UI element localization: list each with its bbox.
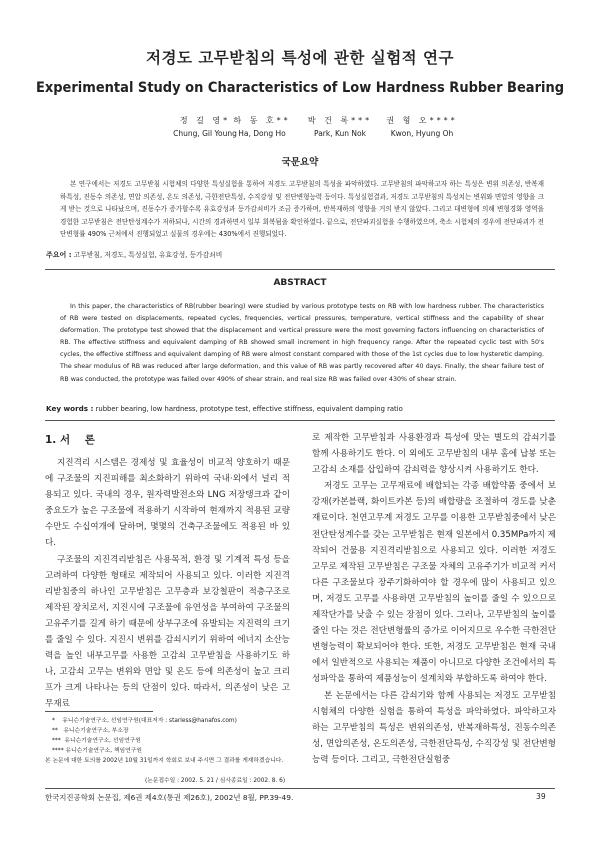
- body-paragraph: 구조물의 지진격리받침은 사용목적, 환경 및 기계적 특성 등을 고려하여 다양한 형태로 제작되어 사용되고 있다. 이러한 지진격리받침중의 하나인 고무받침은 고무층과 보강철판이 적층구조로 제작된 장치로서, 지진시에 구조물에 유연성을 부여하여 구조물의 고유주기를 길게 하기 때문에 상부구조에 유발되는 지진력의 크기를 줄일 수 있다. 지진시 변위를 감쇠시키기 위하여 에너지 소산능력을 높인 내부고무를 사용한 고감쇠 고무받침을 사용하기도 하나, 고감쇠 고무는 변위와 면압 및 온도 등에 의존성이 높고 크리프가 크게 나타나는 등의 단점이 있다. 따라서, 의존성이 낮은 고무재료: [45, 554, 290, 710]
- author-name-english: Chung, Gil Young: [173, 129, 237, 138]
- author-name-english: Park, Kun Nok: [314, 129, 366, 138]
- footnote-divider: [45, 711, 153, 712]
- english-abstract-text: In this paper, the characteristics of RB(rubber bearing) were studied by various prototype tests on RB with low hardness rubber. The characteristics of RB were tested on displacements, repeated cycles, frequencies, vertical pressures, temperature, vertical stiffness and the capability of shear deformation. The prototype test showed that the displacement and vertical pressure were the most governing factors influencing on characteristics of RB. The effective stiffness and equivalent damping of RB showed small increment in high frequency range. After the repeated cyclic test with 50's cycles, the effective stiffness and equivalent damping of RB were almost constant compared with those of the 1st cycles due to low hysteretic damping. The shear modulus of RB was reduced after large deformation, and this value of RB was partly recovered after 40 days. Finally, the shear failure test of RB was conducted, the prototype was failed over 490% of shear strain, and real size RB was failed over 430% of shear strain.: [60, 303, 544, 383]
- body-column-right: [312, 430, 556, 768]
- divider: [45, 420, 555, 421]
- footnote: ** 유니슨기술연구소, 부소장: [52, 728, 129, 734]
- footer-divider: [45, 788, 555, 789]
- body-paragraph: 로 제작한 고무받침과 사용환경과 특성에 맞는 별도의 감쇠기를 함께 사용하기도 한다. 이 외에도 고무받침의 내부 홈에 납봉 또는 고감쇠 소재를 삽입하여 감쇠력을 향상시켜 사용하기도 한다.: [312, 433, 556, 476]
- body-paragraph: 저경도 고무는 고무재료에 배합되는 각종 배합약품 중에서 보강재(카본블랙, 화이트카본 등)의 배합량을 조절하여 경도를 낮춘 재료이다. 천연고무계 저경도 고무를 이용한 고무받침중에서 낮은 전단탄성계수를 갖는 고무받침은 현재 일본에서 0.35MPa까지 제작되어 건물용 지진격리받침으로 사용되고 있다. 이러한 저경도 고무로 제작된 고무받침은 구조물 자체의 고유주기가 비교적 커서 다른 구조물보다 장주기화하여야 할 경우에 많이 사용되고 있으며, 저경도 고무를 사용하면 고무받침의 높이를 줄일 수 있으므로 제작단가를 낮출 수 있는 장점이 있다. 그러나, 고무받침의 높이를 줄인 다는 것은 전단변형률의 증가로 이어지므로 우수한 극한전단변형능력이 확보되어야 한다. 또한, 저경도 고무받침은 현재 국내에서 일반적으로 사용되는 제품이 아니므로 다양한 조건에서의 특성파악을 통하여 제품성능이 설계치와 부합하도록 하여야 한다.: [312, 481, 556, 685]
- author-name-english: Ha, Dong Ho: [238, 129, 286, 138]
- korean-keywords: [46, 249, 546, 260]
- divider: [45, 269, 555, 270]
- english-keywords-label: Key words :: [46, 404, 94, 413]
- korean-keywords-label: 주요어 :: [46, 251, 72, 259]
- english-keywords: [46, 404, 546, 413]
- english-abstract-heading: ABSTRACT: [273, 278, 327, 288]
- author-name-korean: 하 동 호**: [233, 116, 291, 125]
- footnote: *** 유니슨기술연구소, 선임연구원: [52, 738, 141, 744]
- section-heading-introduction: 1. 서 론: [45, 434, 95, 446]
- korean-keywords-list: 고무받침, 저경도, 특성실험, 유효강성, 등가감쇠비: [73, 251, 223, 259]
- paper-title-english: Experimental Study on Characteristics of Low Hardness Rubber Bearing: [35, 80, 565, 96]
- footnote-dates: (논문접수일 : 2002. 5. 21 / 심사종료일 : 2002. 8. 6): [145, 778, 286, 784]
- journal-citation: 한국지진공학회 논문집, 제6권 제4호(통권 제26호), 2002년 8월, PP.39-49.: [45, 793, 294, 802]
- body-paragraph: 본 논문에서는 다른 감쇠기와 함께 사용되는 저경도 고무받침 시험체의 다양한 실험을 통하여 특성을 파악하였다. 파악하고자 하는 고무받침의 특성은 변위의존성, 반복재하특성, 진동수의존성, 면압의존성, 온도의존성, 극한전단특성, 수직강성 및 전단변형능력 등이다. 그리고, 극한전단실험중: [312, 690, 556, 765]
- author-name-korean: 권 형 오****: [386, 116, 458, 125]
- english-keywords-list: rubber bearing, low hardness, prototype test, effective stiffness, equivalent damping ratio: [95, 405, 403, 413]
- footnote: **** 유니슨기술연구소, 책임연구원: [52, 748, 142, 754]
- paper-title-korean: 저경도 고무받침의 특성에 관한 실험적 연구: [146, 49, 454, 67]
- korean-abstract-text: 본 연구에서는 저경도 고무받침 시험체의 다양한 특성실험을 통하여 저경도 고무받침의 특성을 파악하였다. 고무받침의 파악하고자 하는 특성은 변위 의존성, 반복재하특성, 진동수 의존성, 면압 의존성, 온도 의존성, 극한전단특성, 수직강성 및 전단변형능력 등이다. 특성실험결과, 저경도 고무받침의 특성치는 변위와 면압의 영향을 크게 받는 것으로 나타났으며, 진동수가 증가할수록 유효강성과 등가감쇠비가 조금 증가하며, 반복재하의 영향을 거의 받지 않았다. 그리고 대변형에 의해 변형경화 영역을 경험한 고무받침은 전단탄성계수가 저하되나, 시간의 경과하면서 일부 회복됨을 확인하였다. 끝으로, 전단파괴실험을 수행하였으며, 축소 시험체의 경우에 전단파괴가 전단변형률 490% 근처에서 진행되었고 실물의 경우에는 430%에서 진행되었다.: [60, 180, 544, 239]
- footnote: * 유니슨기술연구소, 선임연구원(대표저자 : starless@hanafos.com): [52, 718, 237, 724]
- author-name-korean: 정 길 영*: [179, 116, 231, 125]
- body-paragraph: 지진격리 시스템은 경제성 및 효율성이 비교적 양호하기 때문에 구조물의 지진피해를 최소화하기 위하여 국내·외에서 널리 적용되고 있다. 국내의 경우, 원자력발전소와 LNG 저장탱크과 같이 중요도가 높은 구조물에 적용하기 시작하여 현재까지 적용된 교량 수만도 수십여개에 달하며, 몇몇의 건축구조물에도 적용된 바 있다.: [45, 458, 290, 549]
- page-number: 39: [536, 792, 546, 801]
- footnote: 본 논문에 대한 토의를 2002년 10월 31일까지 학회로 보내 주시면 그 결과를 게재하겠습니다.: [45, 758, 284, 764]
- author-name-korean: 박 건 록***: [307, 116, 373, 125]
- author-4: [367, 114, 477, 140]
- author-name-english: Kwon, Hyung Oh: [390, 129, 454, 138]
- body-column-left: [45, 455, 290, 713]
- korean-abstract-heading: 국문요약: [281, 157, 319, 168]
